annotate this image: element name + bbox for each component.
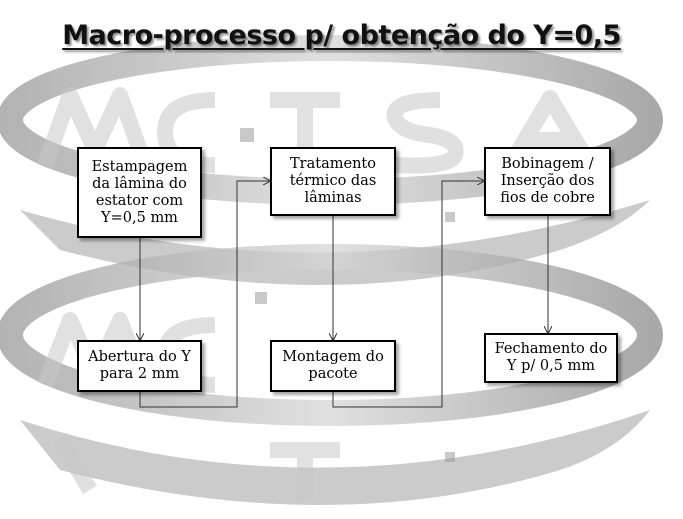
step-fechamento [484,333,618,383]
slide-title-text: Macro-processo p/ obtenção do Y=0,5 [62,20,621,51]
step-tratamento-label: Tratamento térmico das lâminas [289,156,377,206]
step-abertura-label: Abertura do Y para 2 mm [88,349,191,382]
step-bobinagem [484,147,611,216]
step-estampagem-label: Estampagem da lâmina do estator com Y=0,5 mm [91,158,188,226]
step-tratamento [270,147,396,216]
slide-title [0,20,683,51]
step-fechamento-label: Fechamento do Y p/ 0,5 mm [494,341,608,374]
step-montagem [270,340,396,392]
step-bobinagem-label: Bobinagem / Inserção dos fios de cobre [500,156,595,206]
step-estampagem [77,147,202,238]
step-montagem-label: Montagem do pacote [282,349,384,382]
step-abertura [77,340,202,392]
